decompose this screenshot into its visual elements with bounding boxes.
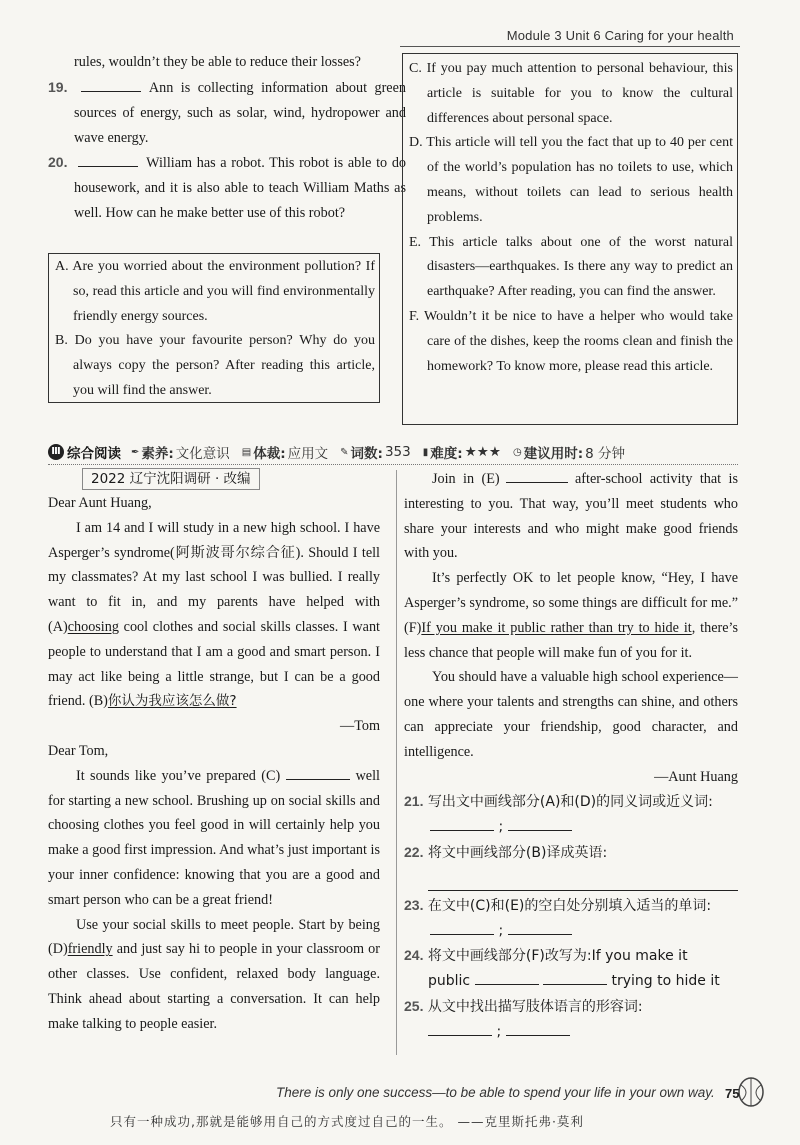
letter2-text: Join in (E) bbox=[432, 471, 500, 487]
question-number: 20. bbox=[48, 154, 68, 170]
difficulty-meta bbox=[423, 442, 501, 462]
letter2-paragraph3 bbox=[404, 467, 738, 566]
literacy-value: 文化意识 bbox=[175, 446, 230, 462]
answer-blank[interactable] bbox=[428, 1021, 492, 1036]
answer-blank[interactable] bbox=[506, 1021, 570, 1036]
question-25 bbox=[404, 994, 738, 1045]
question-19 bbox=[48, 75, 406, 150]
letter1-text-b: cool clothes and social skills classes. I want people to understand that I am a good and smart person. I may act like being a little strange, but I can be a good friend. (B) bbox=[48, 618, 380, 710]
clock-icon: ◷ bbox=[512, 446, 522, 458]
letter2-text: , there’s less chance that people will make fun of you for it. bbox=[404, 619, 738, 661]
answer-blank[interactable] bbox=[475, 970, 539, 985]
separator: ; bbox=[496, 1023, 502, 1040]
answer-blank[interactable] bbox=[430, 920, 494, 935]
genre-meta bbox=[242, 442, 328, 462]
letter2-text: It’s perfectly OK to let people know, “Hey, I have Asperger’s syndrome, so some things are difficult for me.” (F) bbox=[404, 570, 738, 636]
option-f: F. Wouldn’t it be nice to have a helper who would take care of the dishes, keep the rooms clean and finish the homework? To know more, please read this article. bbox=[409, 308, 733, 374]
question-number: 21. bbox=[404, 793, 424, 810]
pen-icon: ✎ bbox=[340, 446, 349, 458]
option-b: B. Do you have your favourite person? Why do you always copy the person? After reading this article, you will find the answer. bbox=[55, 333, 375, 398]
answer-blank[interactable] bbox=[430, 816, 494, 831]
letter2-greeting: Dear Tom, bbox=[48, 742, 109, 759]
separator: ; bbox=[498, 922, 504, 939]
book-icon: ▤ bbox=[241, 446, 252, 458]
separator: ; bbox=[498, 819, 504, 836]
options-box-left bbox=[48, 253, 380, 403]
question-number: 23. bbox=[404, 896, 424, 913]
underline-f: If you make it public rather than try to hide it bbox=[421, 619, 692, 636]
question-number: 19. bbox=[48, 79, 68, 95]
answer-blank[interactable] bbox=[508, 920, 572, 935]
header-rule bbox=[400, 46, 740, 47]
letter2-text: after-school activity that is interesting to you. That way, you’ll meet students who share your interests and who might make good friends with you. bbox=[404, 471, 738, 562]
reading-right-column bbox=[404, 467, 738, 1045]
question-text: 将文中画线部分(F)改写为:If you make it bbox=[427, 948, 688, 965]
letter2-text: well for starting a new school. Brushing up on social skills and choosing clothes you feel good in will certainly help you make a good first impression. And what’s just important is your inner confidence: knowing that you are a good and smart person who can be a great friend! bbox=[48, 767, 380, 908]
blank-c[interactable] bbox=[286, 765, 350, 780]
letter1-signature: —Tom bbox=[340, 718, 380, 735]
page-number: 75 bbox=[725, 1086, 740, 1101]
section-title-text: 综合阅读 bbox=[67, 446, 121, 462]
question-number: 22. bbox=[404, 843, 424, 860]
option-c: C. If you pay much attention to personal behaviour, this article is suitable for you to know the cultural differences about personal space. bbox=[409, 61, 733, 126]
time-meta bbox=[513, 442, 625, 462]
options-box-right bbox=[402, 53, 738, 425]
genre-label: 体裁: bbox=[253, 446, 286, 462]
letter1-text-a: I am 14 and I will study in a new high school. I have Asperger’s syndrome(阿斯波哥尔综合征). Should I tell my classmates? At my last school I was bullied. I really want to fit in, and my parents have helped with (A) bbox=[48, 519, 380, 635]
question-text: 将文中画线部分(B)译成英语: bbox=[427, 844, 608, 861]
option-e: E. This article talks about one of the worst natural disasters—earthquakes. Is there any way to predict an earthquake? After reading, you can find the answer. bbox=[409, 234, 733, 300]
question-20 bbox=[48, 150, 406, 225]
question-text: 从文中找出描写肢体语言的形容词: bbox=[427, 998, 643, 1015]
literacy-label: 素养: bbox=[141, 446, 174, 462]
underline-a: choosing bbox=[67, 618, 119, 635]
underline-d: friendly bbox=[67, 941, 113, 958]
chart-icon: ▮ bbox=[422, 446, 429, 458]
question-number: 25. bbox=[404, 997, 424, 1014]
question-text: William has a robot. This robot is able to do housework, and it is also able to teach William Maths as well. How can he make better use of this robot? bbox=[74, 155, 407, 221]
answer-blank[interactable] bbox=[508, 816, 572, 831]
section-info-bar bbox=[48, 440, 738, 465]
letter2-text: It sounds like you’ve prepared (C) bbox=[76, 767, 281, 784]
footer-quote-chinese: 只有一种成功,那就是能够用自己的方式度过自己的一生。 ——克里斯托弗·莫利 bbox=[110, 1114, 584, 1129]
question-text: Ann is collecting information about green sources of energy, such as solar, wind, hydropower and wave energy. bbox=[74, 80, 406, 146]
option-d: D. This article will tell you the fact that up to 40 per cent of the world’s population has no toilets to use, which means, without toilets can lead to serious health problems. bbox=[409, 135, 733, 225]
question-22 bbox=[404, 840, 738, 866]
letter1-greeting: Dear Aunt Huang, bbox=[48, 495, 152, 511]
source-tag: 2022 辽宁沈阳调研 · 改编 bbox=[82, 468, 260, 490]
question-24 bbox=[404, 943, 738, 994]
words-label: 词数: bbox=[350, 446, 383, 462]
option-a: A. Are you worried about the environment pollution? If so, read this article and you will find environmentally friendly energy sources. bbox=[55, 259, 375, 324]
difficulty-value: ★★★ bbox=[464, 444, 501, 460]
question-text: trying to hide it bbox=[611, 973, 720, 990]
question-text: public bbox=[428, 973, 471, 990]
footer-quote-english: There is only one success—to be able to spend your life in your own way. bbox=[276, 1085, 715, 1100]
difficulty-label: 难度: bbox=[430, 446, 463, 462]
question-23 bbox=[404, 893, 738, 944]
letter2-signature: —Aunt Huang bbox=[654, 768, 738, 785]
blank-e[interactable] bbox=[506, 468, 568, 483]
page-header: Module 3 Unit 6 Caring for your health bbox=[506, 28, 734, 43]
question-text: 在文中(C)和(E)的空白处分别填入适当的单词: bbox=[427, 897, 712, 914]
time-value: 8 分钟 bbox=[585, 446, 625, 462]
genre-value: 应用文 bbox=[287, 446, 329, 462]
section-title bbox=[48, 442, 121, 462]
column-divider bbox=[396, 470, 397, 1055]
literacy-icon: ✒ bbox=[131, 446, 140, 458]
answer-blank[interactable] bbox=[81, 77, 141, 92]
words-value: 353 bbox=[384, 444, 411, 460]
letter2-paragraph2 bbox=[48, 913, 380, 1037]
letter2-paragraph1 bbox=[48, 764, 380, 913]
letter2-paragraph4 bbox=[404, 566, 738, 665]
letter2-text: and just say hi to people in your classroom or other classes. Use confident, relaxed body language. Think ahead about starting a conversation. It can help make talking to people easier. bbox=[48, 941, 380, 1032]
question-21 bbox=[404, 789, 738, 840]
letter2-text: Use your social skills to meet people. Start by being (D) bbox=[48, 916, 380, 958]
answer-line[interactable] bbox=[428, 866, 738, 891]
questions-block bbox=[404, 789, 738, 1044]
section-number: Ⅲ bbox=[48, 444, 64, 460]
answer-blank[interactable] bbox=[543, 970, 607, 985]
letter2-paragraph5: You should have a valuable high school experience—one where your talents and strengths can shine, and others can appreciate your friendship, good character, and intelligence. bbox=[404, 669, 738, 760]
answer-blank[interactable] bbox=[78, 152, 138, 167]
previous-question-tail: rules, wouldn’t they be able to reduce their losses? bbox=[74, 54, 361, 70]
literacy-meta bbox=[131, 442, 230, 462]
time-label: 建议用时: bbox=[523, 446, 584, 462]
reading-left-column bbox=[48, 491, 380, 1037]
underline-b: 你认为我应该怎么做? bbox=[107, 693, 237, 710]
words-meta bbox=[340, 442, 411, 462]
page-number-badge bbox=[725, 1077, 765, 1111]
question-text: 写出文中画线部分(A)和(D)的同义词或近义词: bbox=[427, 794, 713, 811]
question-number: 24. bbox=[404, 947, 424, 964]
letter1-paragraph bbox=[48, 516, 380, 714]
